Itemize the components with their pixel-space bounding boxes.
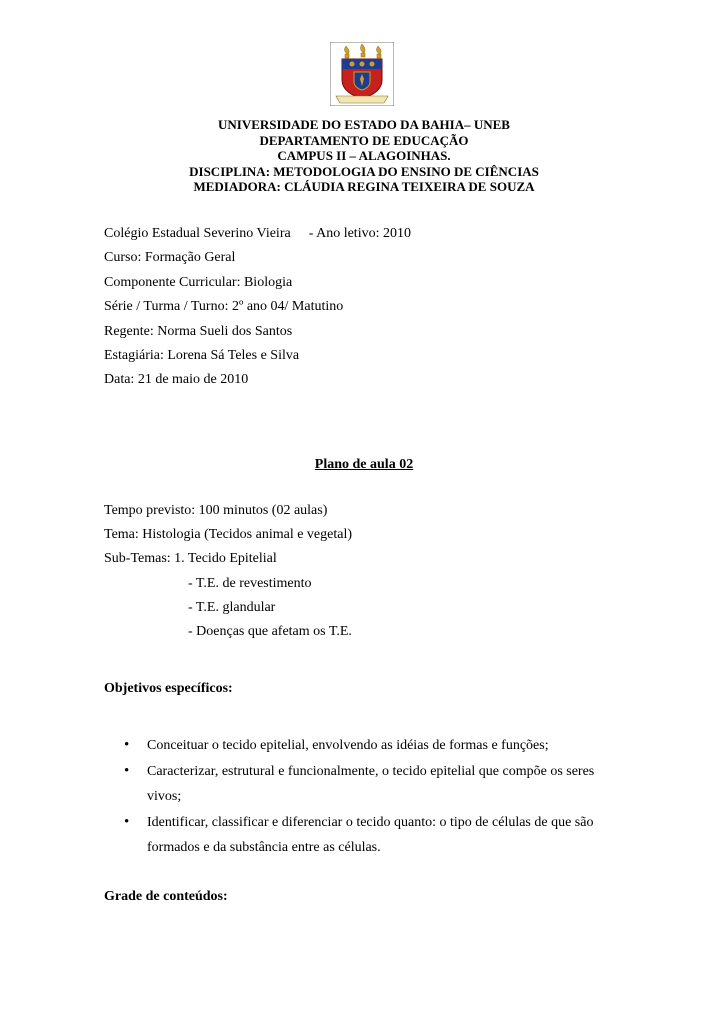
objective-text: Caracterizar, estrutural e funcionalmente, o tecido epitelial que compõe os seres vivos; bbox=[147, 764, 595, 804]
lesson-details bbox=[104, 502, 352, 647]
bullet-icon: • bbox=[124, 763, 130, 779]
header-line-mediator: MEDIADORA: CLÁUDIA REGINA TEIXEIRA DE SOUZA bbox=[193, 179, 535, 194]
header-line-department: DEPARTAMENTO DE EDUCAÇÃO bbox=[259, 132, 469, 148]
plan-title-text: Plano de aula 02 bbox=[314, 457, 414, 472]
component-line: Componente Curricular: Biologia bbox=[104, 274, 293, 290]
objectives-list bbox=[104, 733, 624, 861]
series-line: Série / Turma / Turno: 2º ano 04/ Matutino bbox=[104, 299, 344, 315]
list-item bbox=[104, 733, 624, 758]
date-line: Data: 21 de maio de 2010 bbox=[104, 372, 249, 388]
intern-line: Estagiária: Lorena Sá Teles e Silva bbox=[104, 347, 300, 363]
school-info bbox=[104, 225, 411, 396]
bullet-icon: • bbox=[124, 737, 130, 753]
list-item bbox=[104, 810, 624, 860]
uneb-crest-icon bbox=[330, 42, 394, 106]
header-line-discipline: DISCIPLINA: METODOLOGIA DO ENSINO DE CIÊNCIAS bbox=[189, 163, 539, 179]
subthemes-label: Sub-Temas: 1. Tecido Epitelial bbox=[104, 551, 277, 567]
theme-line: Tema: Histologia (Tecidos animal e vegetal) bbox=[104, 527, 353, 543]
school-name: Colégio Estadual Severino Vieira bbox=[104, 226, 291, 241]
institution-header bbox=[0, 117, 728, 195]
school-year: - Ano letivo: 2010 bbox=[308, 226, 411, 241]
subtheme-item: - T.E. de revestimento bbox=[188, 575, 312, 591]
contents-heading: Grade de conteúdos: bbox=[104, 889, 228, 904]
school-line bbox=[104, 225, 411, 249]
objective-text: Identificar, classificar e diferenciar o tecido quanto: o tipo de células de que são formados e da substância entre as células. bbox=[147, 815, 594, 855]
header-line-campus: CAMPUS II – ALAGOINHAS. bbox=[277, 148, 451, 163]
subtheme-item: - T.E. glandular bbox=[188, 599, 276, 615]
subtheme-item: - Doenças que afetam os T.E. bbox=[188, 623, 352, 639]
objective-text: Conceituar o tecido epitelial, envolvendo as idéias de formas e funções; bbox=[147, 738, 549, 753]
plan-title bbox=[0, 457, 728, 473]
objectives-heading: Objetivos específicos: bbox=[104, 681, 233, 696]
header-line-university: UNIVERSIDADE DO ESTADO DA BAHIA– UNEB bbox=[218, 117, 510, 132]
time-line: Tempo previsto: 100 minutos (02 aulas) bbox=[104, 503, 328, 518]
course-line: Curso: Formação Geral bbox=[104, 250, 236, 266]
list-item bbox=[104, 759, 624, 809]
teacher-line: Regente: Norma Sueli dos Santos bbox=[104, 323, 293, 339]
bullet-icon: • bbox=[124, 814, 130, 830]
